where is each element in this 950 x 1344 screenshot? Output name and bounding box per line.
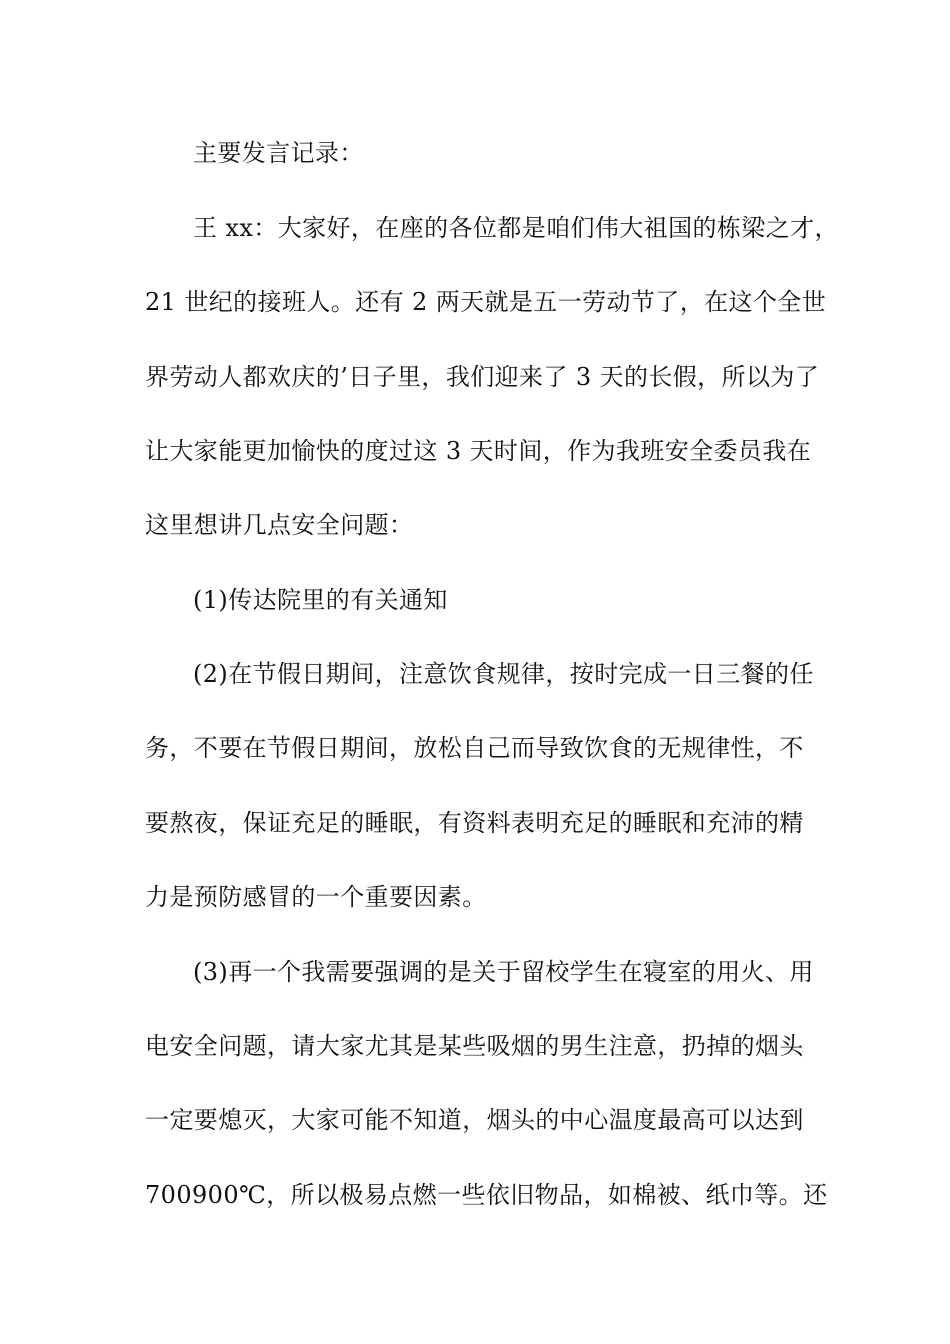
list-item-2: (2)在节假日期间，注意饮食规律，按时完成一日三餐的任 — [193, 660, 814, 688]
paragraph-line: 王 xx：大家好，在座的各位都是咱们伟大祖国的栋梁之才， — [193, 214, 839, 242]
list-item-3: (3)再一个我需要强调的是关于留校学生在寝室的用火、用 — [193, 958, 814, 986]
paragraph-line: 要熬夜，保证充足的睡眠，有资料表明充足的睡眠和充沛的精 — [145, 809, 804, 837]
paragraph-line: 界劳动人都欢庆的’日子里，我们迎来了 3 天的长假，所以为了 — [145, 363, 820, 391]
paragraph-line: 让大家能更加愉快的度过这 3 天时间，作为我班安全委员我在 — [145, 437, 812, 465]
list-item-1: (1)传达院里的有关通知 — [193, 586, 448, 614]
section-heading: 主要发言记录： — [193, 139, 364, 167]
paragraph-line: 这里想讲几点安全问题： — [145, 511, 414, 539]
paragraph-line: 700900℃，所以极易点燃一些依旧物品，如棉被、纸巾等。还 — [145, 1181, 828, 1209]
paragraph-line: 一定要熄灭，大家可能不知道，烟头的中心温度最高可以达到 — [145, 1106, 804, 1134]
paragraph-line: 21 世纪的接班人。还有 2 两天就是五一劳动节了，在这个全世 — [145, 288, 827, 316]
paragraph-line: 务，不要在节假日期间，放松自己而导致饮食的无规律性，不 — [145, 734, 804, 762]
paragraph-line: 电安全问题，请大家尤其是某些吸烟的男生注意，扔掉的烟头 — [145, 1032, 804, 1060]
paragraph-line: 力是预防感冒的一个重要因素。 — [145, 883, 487, 911]
